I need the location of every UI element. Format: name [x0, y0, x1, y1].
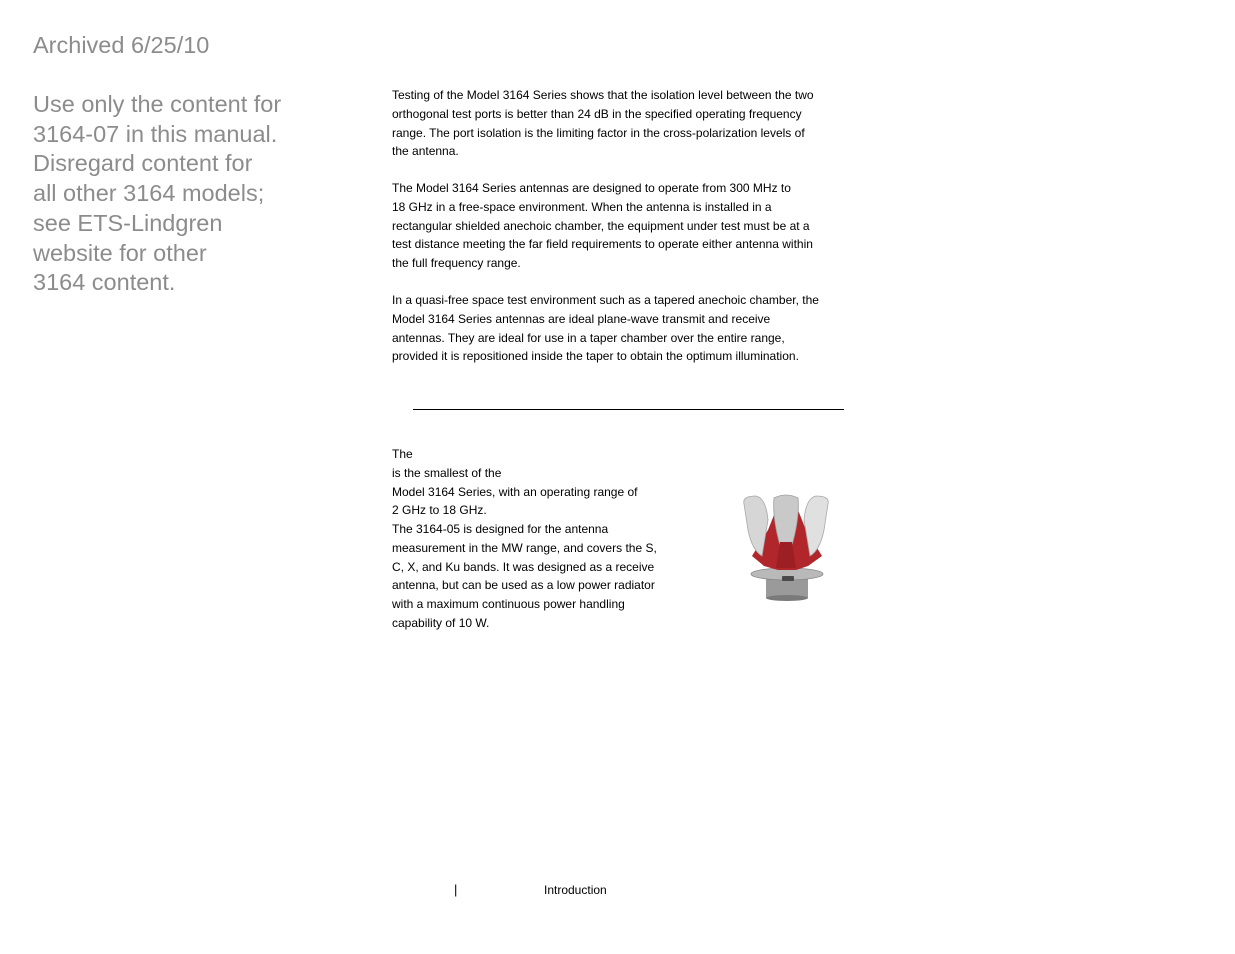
paragraph-line: Model 3164 Series antennas are ideal plane-wave transmit and receive — [392, 311, 771, 326]
paragraph-line: rectangular shielded anechoic chamber, the equipment under test must be at a — [392, 218, 810, 233]
archive-notice-line: 3164-07 in this manual. — [33, 120, 278, 147]
port-isolation-paragraph — [392, 86, 852, 161]
archive-notice-line: Disregard content for — [33, 150, 253, 177]
archive-notice — [33, 90, 333, 298]
paragraph-line: 18 GHz in a free-space environment. When the antenna is installed in a — [392, 199, 772, 214]
quasi-free-space-paragraph — [392, 291, 852, 366]
paragraph-line: with a maximum continuous power handling — [392, 597, 625, 612]
antenna-logo-plate — [782, 576, 794, 581]
intro-end-text: is the smallest of the — [392, 465, 502, 480]
paragraph-line: orthogonal test ports is better than 24 dB in the specified operating frequency — [392, 106, 802, 121]
model-3164-05-description-paragraph — [392, 520, 692, 633]
paragraph-line: antennas. They are ideal for use in a taper chamber over the entire range, — [392, 330, 785, 345]
model-3164-05-intro-paragraph — [392, 445, 692, 520]
paragraph-line: test distance meeting the far field requirements to operate either antenna within — [392, 237, 813, 252]
paragraph-line: the antenna. — [392, 144, 459, 159]
intro-start-text: The — [392, 447, 413, 461]
archive-notice-line: all other 3164 models; — [33, 180, 265, 207]
archive-notice-line: 3164 content. — [33, 269, 176, 296]
footer-section-label: Introduction — [544, 883, 607, 897]
paragraph-line: capability of 10 W. — [392, 615, 490, 630]
paragraph-line: Model 3164 Series, with an operating range of — [392, 484, 638, 499]
archive-stamp: Archived 6/25/10 — [33, 32, 210, 58]
paragraph-line: C, X, and Ku bands. It was designed as a receive — [392, 559, 655, 574]
antenna-photo — [738, 490, 834, 602]
section-divider — [413, 409, 844, 410]
paragraph-line: Testing of the Model 3164 Series shows that the isolation level between the two — [392, 88, 814, 102]
archive-notice-line: Use only the content for — [33, 91, 282, 117]
paragraph-line: In a quasi-free space test environment such as a tapered anechoic chamber, the — [392, 293, 819, 307]
paragraph-line: the full frequency range. — [392, 256, 521, 271]
paragraph-line: 2 GHz to 18 GHz. — [392, 503, 487, 518]
paragraph-line: provided it is repositioned inside the taper to obtain the optimum illumination. — [392, 349, 799, 364]
paragraph-line: The Model 3164 Series antennas are designed to operate from 300 MHz to — [392, 181, 791, 195]
paragraph-line: measurement in the MW range, and covers the S, — [392, 540, 657, 555]
paragraph-line: antenna, but can be used as a low power radiator — [392, 578, 655, 593]
paragraph-line — [392, 445, 692, 483]
archive-notice-line: website for other — [33, 239, 207, 266]
paragraph-line: The 3164-05 is designed for the antenna — [392, 522, 609, 536]
archive-notice-line: see ETS-Lindgren — [33, 209, 223, 236]
antenna-base-bottom — [766, 595, 808, 601]
operating-environment-paragraph — [392, 179, 852, 273]
footer-separator: | — [454, 882, 458, 897]
paragraph-line: range. The port isolation is the limiting factor in the cross-polarization levels of — [392, 125, 805, 140]
